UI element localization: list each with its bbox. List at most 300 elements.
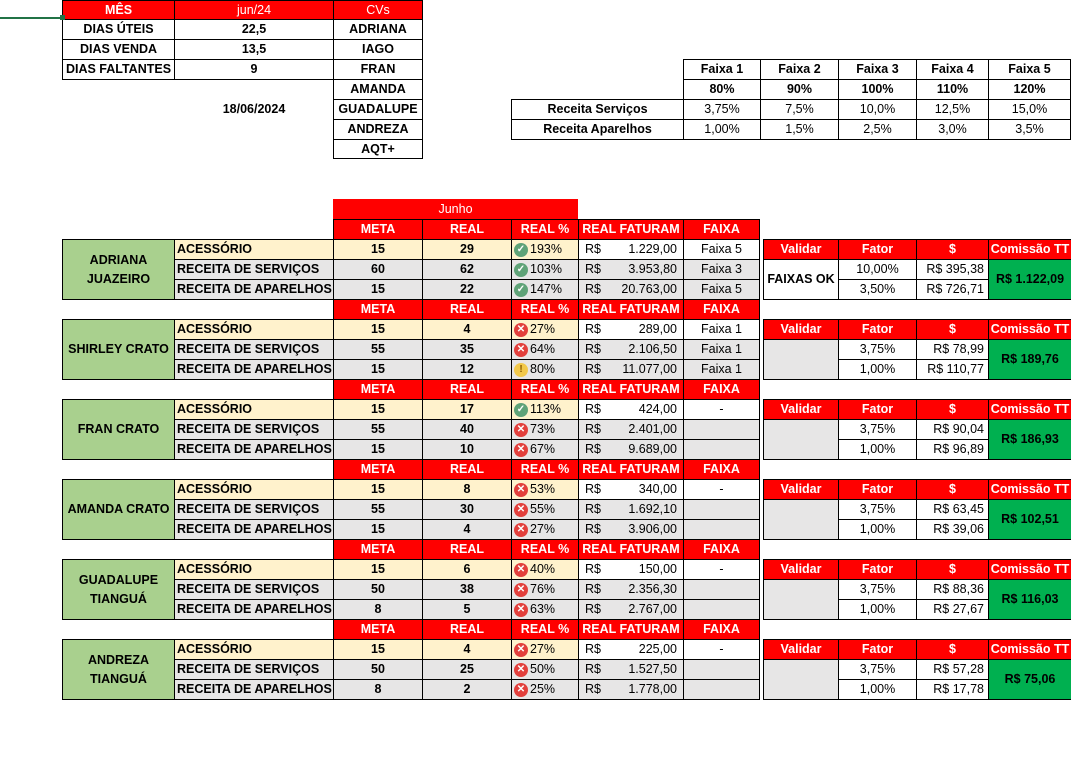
real-value[interactable]: 17 [422,399,512,420]
header-real-pct[interactable]: REAL % [511,459,579,480]
header-valor[interactable]: $ [916,399,989,420]
category-label[interactable]: ACESSÓRIO [174,319,334,340]
faturam-value: 150,00 [638,562,677,577]
valor-value[interactable]: R$ 17,78 [916,679,989,700]
cvs-label[interactable]: CVs [333,0,423,20]
header-meta[interactable]: META [333,379,423,400]
faturam-value: 2.401,00 [628,422,677,437]
mes-value[interactable]: jun/24 [174,0,334,20]
real-faturam-cell[interactable] [578,639,684,660]
header-valor[interactable]: $ [916,239,989,260]
real-pct-cell[interactable] [511,639,579,660]
currency-symbol: R$ [585,342,601,357]
comissao-total[interactable]: R$ 1.122,09 [988,259,1071,300]
real-pct-cell[interactable] [511,599,579,620]
real-value[interactable]: 2 [422,679,512,700]
header-real-pct[interactable]: REAL % [511,619,579,640]
meta-value[interactable]: 50 [333,579,423,600]
real-value[interactable]: 5 [422,599,512,620]
header-validar[interactable]: Validar [763,639,839,660]
fator-value[interactable]: 3,75% [838,419,917,440]
valor-value[interactable]: R$ 90,04 [916,419,989,440]
currency-symbol: R$ [585,562,601,577]
valor-value[interactable]: R$ 39,06 [916,519,989,540]
x-circle-icon: ✕ [514,423,528,437]
validar-status[interactable] [763,499,839,540]
faturam-value: 225,00 [638,642,677,657]
header-real-faturam[interactable]: REAL FATURAM [578,539,684,560]
meta-value[interactable]: 15 [333,319,423,340]
faixa-value[interactable] [683,419,760,440]
header-real-faturam[interactable]: REAL FATURAM [578,379,684,400]
faixa-value[interactable]: - [683,639,760,660]
x-circle-icon: ✕ [514,643,528,657]
validar-status[interactable] [763,659,839,700]
real-pct-value: 73% [530,422,556,437]
real-faturam-cell[interactable] [578,339,684,360]
valor-value[interactable]: R$ 63,45 [916,499,989,520]
check-circle-icon: ✓ [514,403,528,417]
real-faturam-cell[interactable] [578,599,684,620]
currency-symbol: R$ [585,602,601,617]
faturam-value: 11.077,00 [622,362,677,377]
currency-symbol: R$ [585,442,601,457]
faixa-rate[interactable]: 3,0% [916,119,989,140]
faixa-value[interactable] [683,579,760,600]
meta-value[interactable]: 15 [333,399,423,420]
category-label[interactable]: RECEITA DE APARELHOS [174,679,334,700]
faixa-percent[interactable]: 100% [838,79,917,100]
real-value[interactable]: 29 [422,239,512,260]
real-pct-cell[interactable] [511,679,579,700]
faturam-value: 3.953,80 [628,262,677,277]
meta-value[interactable]: 55 [333,499,423,520]
header-comissao[interactable]: Comissão TT [988,399,1071,420]
header-real-faturam[interactable]: REAL FATURAM [578,299,684,320]
real-pct-cell[interactable] [511,519,579,540]
faixa-rate[interactable]: 1,5% [760,119,839,140]
real-value[interactable]: 38 [422,579,512,600]
currency-symbol: R$ [585,362,601,377]
seller-name[interactable]: SHIRLEY CRATO [62,319,175,380]
real-pct-value: 53% [530,482,556,497]
real-pct-cell[interactable] [511,279,579,300]
cv-item[interactable]: FRAN [333,59,423,80]
cv-item[interactable]: AQT+ [333,139,423,159]
faixa-rate[interactable]: 12,5% [916,99,989,120]
currency-symbol: R$ [585,402,601,417]
faixa-percent[interactable]: 120% [988,79,1071,100]
header-validar[interactable]: Validar [763,399,839,420]
faturam-value: 1.778,00 [628,682,677,697]
real-pct-value: 40% [530,562,556,577]
warning-circle-icon: ! [514,363,528,377]
real-pct-cell[interactable] [511,479,579,500]
meta-value[interactable]: 50 [333,659,423,680]
real-pct-value: 76% [530,582,556,597]
valor-value[interactable]: R$ 395,38 [916,259,989,280]
faixa-header[interactable]: Faixa 4 [916,59,989,80]
faixa-header[interactable]: Faixa 1 [683,59,761,80]
real-pct-cell[interactable] [511,419,579,440]
faixa-value[interactable]: - [683,559,760,580]
header-real-pct[interactable]: REAL % [511,379,579,400]
header-comissao[interactable]: Comissão TT [988,239,1071,260]
real-pct-value: 113% [530,402,562,417]
faixa-value[interactable] [683,439,760,460]
cv-item[interactable]: IAGO [333,39,423,60]
meta-value[interactable]: 8 [333,679,423,700]
real-pct-cell[interactable] [511,399,579,420]
category-label[interactable]: RECEITA DE APARELHOS [174,599,334,620]
real-pct-value: 147% [530,282,562,297]
month-label[interactable]: Junho [333,199,578,219]
category-label[interactable]: RECEITA DE APARELHOS [174,279,334,300]
seller-name[interactable]: AMANDA CRATO [62,479,175,540]
real-pct-cell[interactable] [511,659,579,680]
fator-value[interactable]: 1,00% [838,679,917,700]
meta-value[interactable]: 15 [333,519,423,540]
real-value[interactable]: 62 [422,259,512,280]
validar-status[interactable] [763,579,839,620]
faixa-rate[interactable]: 10,0% [838,99,917,120]
dias-uteis-value[interactable]: 22,5 [174,19,334,40]
currency-symbol: R$ [585,242,601,257]
currency-symbol: R$ [585,582,601,597]
real-pct-cell[interactable] [511,559,579,580]
comissao-total[interactable]: R$ 75,06 [988,659,1071,700]
fator-value[interactable]: 3,75% [838,499,917,520]
meta-value[interactable]: 55 [333,419,423,440]
valor-value[interactable]: R$ 110,77 [916,359,989,380]
real-faturam-cell[interactable] [578,419,684,440]
faixa-percent[interactable]: 110% [916,79,989,100]
meta-value[interactable]: 60 [333,259,423,280]
receita-aparelhos-label[interactable]: Receita Aparelhos [511,119,684,140]
header-validar[interactable]: Validar [763,319,839,340]
category-label[interactable]: RECEITA DE SERVIÇOS [174,419,334,440]
meta-value[interactable]: 8 [333,599,423,620]
header-meta[interactable]: META [333,619,423,640]
fator-value[interactable]: 1,00% [838,519,917,540]
real-faturam-cell[interactable] [578,479,684,500]
header-faixa[interactable]: FAIXA [683,539,760,560]
currency-symbol: R$ [585,482,601,497]
real-faturam-cell[interactable] [578,239,684,260]
faixa-value[interactable]: - [683,479,760,500]
header-faixa[interactable]: FAIXA [683,459,760,480]
faixa-rate[interactable]: 15,0% [988,99,1071,120]
faixa-value[interactable] [683,499,760,520]
header-fator[interactable]: Fator [838,639,917,660]
real-value[interactable]: 8 [422,479,512,500]
meta-value[interactable]: 15 [333,359,423,380]
x-circle-icon: ✕ [514,503,528,517]
real-faturam-cell[interactable] [578,559,684,580]
real-pct-cell[interactable] [511,319,579,340]
currency-symbol: R$ [585,262,601,277]
cv-item[interactable]: ADRIANA [333,19,423,40]
check-circle-icon: ✓ [514,263,528,277]
seller-name[interactable]: GUADALUPE TIANGUÁ [62,559,175,620]
real-pct-cell[interactable] [511,499,579,520]
header-real-pct[interactable]: REAL % [511,219,579,240]
currency-symbol: R$ [585,282,601,297]
fator-value[interactable]: 3,75% [838,659,917,680]
fator-value[interactable]: 3,75% [838,579,917,600]
category-label[interactable]: ACESSÓRIO [174,399,334,420]
cell-selection-marker [0,17,62,19]
cv-item[interactable]: ANDREZA [333,119,423,140]
validar-status[interactable] [763,419,839,460]
category-label[interactable]: ACESSÓRIO [174,239,334,260]
faixa-percent[interactable]: 80% [683,79,761,100]
comissao-total[interactable]: R$ 102,51 [988,499,1071,540]
header-real-pct[interactable]: REAL % [511,299,579,320]
faturam-value: 424,00 [638,402,677,417]
real-value[interactable]: 10 [422,439,512,460]
valor-value[interactable]: R$ 57,28 [916,659,989,680]
category-label[interactable]: RECEITA DE SERVIÇOS [174,579,334,600]
real-pct-cell[interactable] [511,339,579,360]
fator-value[interactable]: 1,00% [838,439,917,460]
category-label[interactable]: RECEITA DE APARELHOS [174,519,334,540]
real-faturam-cell[interactable] [578,579,684,600]
real-pct-value: 63% [530,602,556,617]
comissao-total[interactable]: R$ 116,03 [988,579,1071,620]
header-validar[interactable]: Validar [763,239,839,260]
valor-value[interactable]: R$ 88,36 [916,579,989,600]
real-pct-cell[interactable] [511,439,579,460]
valor-value[interactable]: R$ 96,89 [916,439,989,460]
real-faturam-cell[interactable] [578,319,684,340]
meta-value[interactable]: 55 [333,339,423,360]
header-fator[interactable]: Fator [838,559,917,580]
currency-symbol: R$ [585,522,601,537]
real-pct-value: 103% [530,262,562,277]
header-validar[interactable]: Validar [763,479,839,500]
faturam-value: 1.527,50 [628,662,677,677]
real-faturam-cell[interactable] [578,499,684,520]
currency-symbol: R$ [585,682,601,697]
real-value[interactable]: 6 [422,559,512,580]
real-pct-value: 67% [530,442,556,457]
category-label[interactable]: RECEITA DE APARELHOS [174,359,334,380]
faixa-rate[interactable]: 2,5% [838,119,917,140]
meta-value[interactable]: 15 [333,279,423,300]
header-valor[interactable]: $ [916,479,989,500]
real-pct-value: 27% [530,322,556,337]
header-valor[interactable]: $ [916,559,989,580]
x-circle-icon: ✕ [514,603,528,617]
meta-value[interactable]: 15 [333,239,423,260]
real-pct-value: 55% [530,502,556,517]
real-faturam-cell[interactable] [578,259,684,280]
faixa-value[interactable] [683,659,760,680]
cell-selection-handle[interactable] [60,15,65,20]
real-faturam-cell[interactable] [578,359,684,380]
report-date[interactable]: 18/06/2024 [222,102,286,117]
header-real[interactable]: REAL [422,539,512,560]
header-comissao[interactable]: Comissão TT [988,479,1071,500]
faixa-value[interactable]: Faixa 5 [683,239,760,260]
faixa-value[interactable]: Faixa 1 [683,359,760,380]
faturam-value: 2.356,30 [628,582,677,597]
faixa-value[interactable]: Faixa 1 [683,339,760,360]
faixa-value[interactable] [683,679,760,700]
real-value[interactable]: 25 [422,659,512,680]
real-pct-cell[interactable] [511,259,579,280]
header-real-faturam[interactable]: REAL FATURAM [578,459,684,480]
currency-symbol: R$ [585,662,601,677]
faixa-header[interactable]: Faixa 2 [760,59,839,80]
header-meta[interactable]: META [333,219,423,240]
header-faixa[interactable]: FAIXA [683,619,760,640]
category-label[interactable]: RECEITA DE SERVIÇOS [174,339,334,360]
faixa-rate[interactable]: 3,75% [683,99,761,120]
cv-item[interactable]: AMANDA [333,79,423,100]
header-real-faturam[interactable]: REAL FATURAM [578,219,684,240]
x-circle-icon: ✕ [514,583,528,597]
valor-value[interactable]: R$ 78,99 [916,339,989,360]
faixa-percent[interactable]: 90% [760,79,839,100]
header-real-faturam[interactable]: REAL FATURAM [578,619,684,640]
comissao-total[interactable]: R$ 186,93 [988,419,1071,460]
faixa-value[interactable]: Faixa 3 [683,259,760,280]
faixa-rate[interactable]: 3,5% [988,119,1071,140]
fator-value[interactable]: 10,00% [838,259,917,280]
faixa-value[interactable] [683,519,760,540]
faturam-value: 2.767,00 [628,602,677,617]
real-value[interactable]: 22 [422,279,512,300]
header-real-pct[interactable]: REAL % [511,539,579,560]
meta-value[interactable]: 15 [333,439,423,460]
real-faturam-cell[interactable] [578,399,684,420]
valor-value[interactable]: R$ 726,71 [916,279,989,300]
meta-value[interactable]: 15 [333,559,423,580]
real-pct-cell[interactable] [511,239,579,260]
dias-uteis-label[interactable]: DIAS ÚTEIS [62,19,175,40]
header-comissao[interactable]: Comissão TT [988,319,1071,340]
faixa-rate[interactable]: 7,5% [760,99,839,120]
real-faturam-cell[interactable] [578,279,684,300]
real-value[interactable]: 35 [422,339,512,360]
real-value[interactable]: 4 [422,319,512,340]
faixa-value[interactable]: - [683,399,760,420]
faixa-value[interactable]: Faixa 5 [683,279,760,300]
fator-value[interactable]: 3,75% [838,339,917,360]
seller-name[interactable]: ANDREZA TIANGUÁ [62,639,175,700]
currency-symbol: R$ [585,502,601,517]
header-real[interactable]: REAL [422,299,512,320]
real-pct-cell[interactable] [511,579,579,600]
faixa-value[interactable]: Faixa 1 [683,319,760,340]
real-faturam-cell[interactable] [578,659,684,680]
meta-value[interactable]: 15 [333,639,423,660]
header-fator[interactable]: Fator [838,479,917,500]
dias-faltantes-label[interactable]: DIAS FALTANTES [62,59,175,80]
category-label[interactable]: RECEITA DE APARELHOS [174,439,334,460]
dias-venda-label[interactable]: DIAS VENDA [62,39,175,60]
real-value[interactable]: 4 [422,639,512,660]
header-meta[interactable]: META [333,299,423,320]
receita-servicos-label[interactable]: Receita Serviços [511,99,684,120]
header-faixa[interactable]: FAIXA [683,379,760,400]
header-real[interactable]: REAL [422,459,512,480]
header-meta[interactable]: META [333,539,423,560]
faixa-header[interactable]: Faixa 5 [988,59,1071,80]
real-value[interactable]: 4 [422,519,512,540]
seller-name[interactable]: ADRIANA JUAZEIRO [62,239,175,300]
faturam-value: 340,00 [638,482,677,497]
real-faturam-cell[interactable] [578,439,684,460]
header-real[interactable]: REAL [422,219,512,240]
comissao-total[interactable]: R$ 189,76 [988,339,1071,380]
category-label[interactable]: ACESSÓRIO [174,479,334,500]
faixa-header[interactable]: Faixa 3 [838,59,917,80]
real-value[interactable]: 12 [422,359,512,380]
real-pct-value: 80% [530,362,556,377]
category-label[interactable]: RECEITA DE SERVIÇOS [174,259,334,280]
header-faixa[interactable]: FAIXA [683,299,760,320]
seller-name[interactable]: FRAN CRATO [62,399,175,460]
category-label[interactable]: ACESSÓRIO [174,559,334,580]
fator-value[interactable]: 3,50% [838,279,917,300]
header-meta[interactable]: META [333,459,423,480]
header-real[interactable]: REAL [422,619,512,640]
category-label[interactable]: ACESSÓRIO [174,639,334,660]
faturam-value: 20.763,00 [621,282,677,297]
real-faturam-cell[interactable] [578,679,684,700]
currency-symbol: R$ [585,322,601,337]
cv-item[interactable]: GUADALUPE [333,99,423,120]
header-valor[interactable]: $ [916,639,989,660]
header-validar[interactable]: Validar [763,559,839,580]
header-real[interactable]: REAL [422,379,512,400]
dias-venda-value[interactable]: 13,5 [174,39,334,60]
header-faixa[interactable]: FAIXA [683,219,760,240]
mes-label[interactable]: MÊS [62,0,175,20]
meta-value[interactable]: 15 [333,479,423,500]
header-valor[interactable]: $ [916,319,989,340]
faturam-value: 1.229,00 [628,242,677,257]
fator-value[interactable]: 1,00% [838,599,917,620]
header-fator[interactable]: Fator [838,399,917,420]
validar-status[interactable] [763,339,839,380]
header-comissao[interactable]: Comissão TT [988,559,1071,580]
x-circle-icon: ✕ [514,563,528,577]
valor-value[interactable]: R$ 27,67 [916,599,989,620]
faturam-value: 2.106,50 [628,342,677,357]
real-pct-cell[interactable] [511,359,579,380]
real-pct-value: 64% [530,342,556,357]
x-circle-icon: ✕ [514,443,528,457]
header-fator[interactable]: Fator [838,239,917,260]
header-comissao[interactable]: Comissão TT [988,639,1071,660]
validar-status[interactable]: FAIXAS OK [763,259,839,300]
real-faturam-cell[interactable] [578,519,684,540]
real-value[interactable]: 40 [422,419,512,440]
faixa-rate[interactable]: 1,00% [683,119,761,140]
faixa-value[interactable] [683,599,760,620]
real-pct-value: 50% [530,662,556,677]
fator-value[interactable]: 1,00% [838,359,917,380]
header-fator[interactable]: Fator [838,319,917,340]
category-label[interactable]: RECEITA DE SERVIÇOS [174,659,334,680]
dias-faltantes-value[interactable]: 9 [174,59,334,80]
real-value[interactable]: 30 [422,499,512,520]
category-label[interactable]: RECEITA DE SERVIÇOS [174,499,334,520]
